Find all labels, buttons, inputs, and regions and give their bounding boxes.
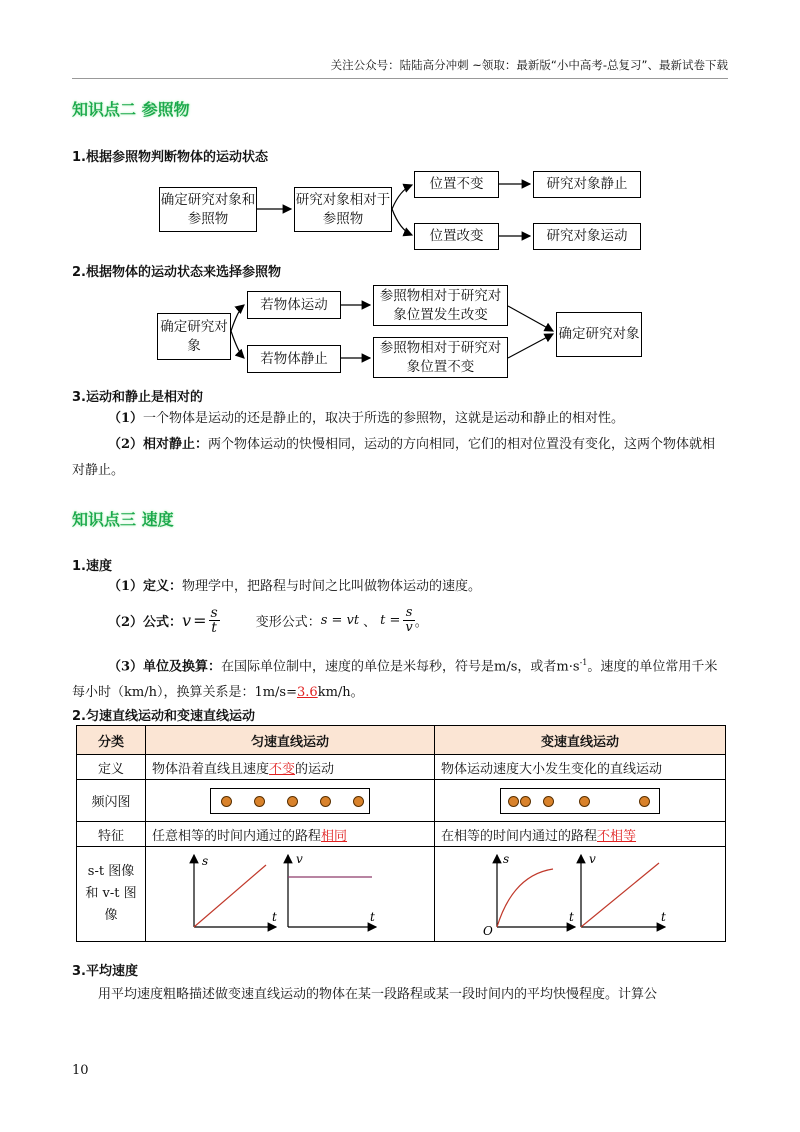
flow2-box-result: 确定研究对象: [556, 312, 642, 357]
flow1-box-relative: 研究对象相对于参照物: [294, 187, 392, 232]
formula-alt-denominator: v: [405, 620, 413, 635]
para-text: 两个物体运动的快慢相同，运动的方向相同，它们的相对位置没有变化，这两个物体就相对静止。: [72, 437, 716, 478]
row-label-graphs: s-t 图像和 v-t 图像: [77, 847, 146, 942]
strobe-ball: [221, 796, 232, 807]
formula-v: v: [182, 611, 192, 630]
unit-sup: -1: [579, 658, 588, 667]
variable-strobe: [500, 788, 660, 814]
axis-v: v: [296, 852, 303, 866]
strobe-ball: [287, 796, 298, 807]
paragraph-relative-static: [72, 432, 728, 484]
flow1-box-changed: 位置改变: [414, 223, 499, 250]
subheading-speed: 1.速度: [72, 559, 112, 574]
table-row: [77, 780, 726, 822]
row-label-definition: 定义: [77, 755, 146, 780]
subheading-2: 2.根据物体的运动状态来选择参照物: [72, 265, 281, 280]
flow2-box-static: 若物体静止: [247, 345, 341, 373]
speed-definition: [108, 574, 481, 600]
uniform-strobe: [210, 788, 370, 814]
formula-alt-label: 变形公式：: [255, 615, 321, 630]
motion-comparison-table: [76, 725, 726, 942]
def-label: （1）定义：: [108, 579, 183, 594]
axis-t: t: [370, 910, 375, 924]
formula-alt-1: s = vt: [320, 613, 360, 628]
page-number: 10: [72, 1063, 89, 1078]
axis-s: s: [503, 852, 510, 866]
axis-t: t: [272, 910, 277, 924]
uniform-graphs: [146, 847, 422, 937]
speed-units: [72, 650, 728, 706]
axis-origin: O: [483, 924, 493, 937]
formula-label: （2）公式：: [108, 615, 183, 630]
formula-fraction: [209, 606, 220, 635]
row-label-strobe: 频闪图: [77, 780, 146, 822]
uniform-graphs-cell: [146, 847, 435, 942]
table-row: [77, 847, 726, 942]
table-header-category: 分类: [77, 726, 146, 755]
uniform-feature: 任意相等的时间内通过的路程相同: [146, 822, 435, 847]
flow1-box-determine: 确定研究对象和参照物: [159, 187, 257, 232]
formula-numerator: s: [210, 605, 218, 621]
formula-alt-2: t =: [380, 613, 401, 628]
axis-t: t: [661, 910, 666, 924]
formula-denominator: t: [211, 620, 217, 636]
strobe-ball: [353, 796, 364, 807]
para-text: 一个物体是运动的还是静止的，取决于所选的参照物，这就是运动和静止的相对性。: [143, 411, 625, 426]
flow1-box-unchanged: 位置不变: [414, 171, 499, 198]
flow2-box-unchanged: 参照物相对于研究对象位置不变: [373, 337, 508, 378]
unit-text-3: km/h。: [317, 685, 364, 701]
para-label: （2）相对静止：: [108, 437, 209, 452]
variable-strobe-cell: [435, 780, 726, 822]
formula-eq: =: [193, 611, 207, 630]
table-row: [77, 822, 726, 847]
strobe-ball: [508, 796, 519, 807]
page-header: 关注公众号：陆陆高分冲刺 ~领取：最新版“小中高考-总复习”、最新试卷下载: [330, 58, 728, 72]
uniform-definition: 物体沿着直线且速度不变的运动: [146, 755, 435, 780]
speed-formula: （2）公式： v = $\frac{s}{t}$ 变形公式： s = vt 、 t = $\frac{s}{v}$ 。: [108, 605, 428, 636]
strobe-ball: [254, 796, 265, 807]
section-title-speed: 知识点三 速度: [72, 510, 174, 529]
flow2-box-determine: 确定研究对象: [157, 313, 231, 360]
formula-end: 。: [414, 615, 428, 630]
formula-alt-fraction: [403, 606, 414, 635]
subheading-average-speed: 3.平均速度: [72, 964, 138, 979]
strobe-ball: [639, 796, 650, 807]
paragraph-relativity: [72, 406, 728, 432]
flow2-box-changed: 参照物相对于研究对象位置发生改变: [373, 285, 508, 326]
strobe-ball: [543, 796, 554, 807]
variable-graphs: [435, 847, 725, 937]
axis-t: t: [569, 910, 574, 924]
unit-label: （3）单位及换算：: [108, 659, 222, 675]
axis-s: s: [202, 854, 209, 868]
def-text: 物理学中，把路程与时间之比叫做物体运动的速度。: [182, 579, 482, 594]
unit-text-1: 在国际单位制中，速度的单位是米每秒，符号是m/s，或者m·s: [221, 659, 580, 675]
table-header-uniform: 匀速直线运动: [146, 726, 435, 755]
axis-v: v: [589, 852, 596, 866]
table-row: [77, 755, 726, 780]
subheading-1: 1.根据参照物判断物体的运动状态: [72, 150, 268, 165]
unit-text-2: 。速度的单位常用千米每小时（km/h），换算关系是：1m/s=: [72, 659, 718, 701]
subheading-3: 3.运动和静止是相对的: [72, 390, 203, 405]
row-label-feature: 特征: [77, 822, 146, 847]
uniform-strobe-cell: [146, 780, 435, 822]
unit-answer: 3.6: [297, 685, 318, 701]
variable-definition: 物体运动速度大小发生变化的直线运动: [435, 755, 726, 780]
section-title-reference: 知识点二 参照物: [72, 100, 190, 119]
strobe-ball: [320, 796, 331, 807]
strobe-ball: [520, 796, 531, 807]
para-label: （1）: [108, 411, 144, 426]
table-header-variable: 变速直线运动: [435, 726, 726, 755]
formula-alt-numerator: s: [403, 606, 414, 621]
flow1-box-static: 研究对象静止: [533, 171, 641, 198]
variable-graphs-cell: [435, 847, 726, 942]
flow2-box-moving: 若物体运动: [247, 291, 341, 319]
strobe-ball: [579, 796, 590, 807]
subheading-motion-types: 2.匀速直线运动和变速直线运动: [72, 709, 255, 724]
flow1-box-moving: 研究对象运动: [533, 223, 641, 250]
variable-feature: 在相等的时间内通过的路程不相等: [435, 822, 726, 847]
paragraph-average-speed: 用平均速度粗略描述做变速直线运动的物体在某一段路程或某一段时间内的平均快慢程度。计算公: [98, 987, 658, 1002]
